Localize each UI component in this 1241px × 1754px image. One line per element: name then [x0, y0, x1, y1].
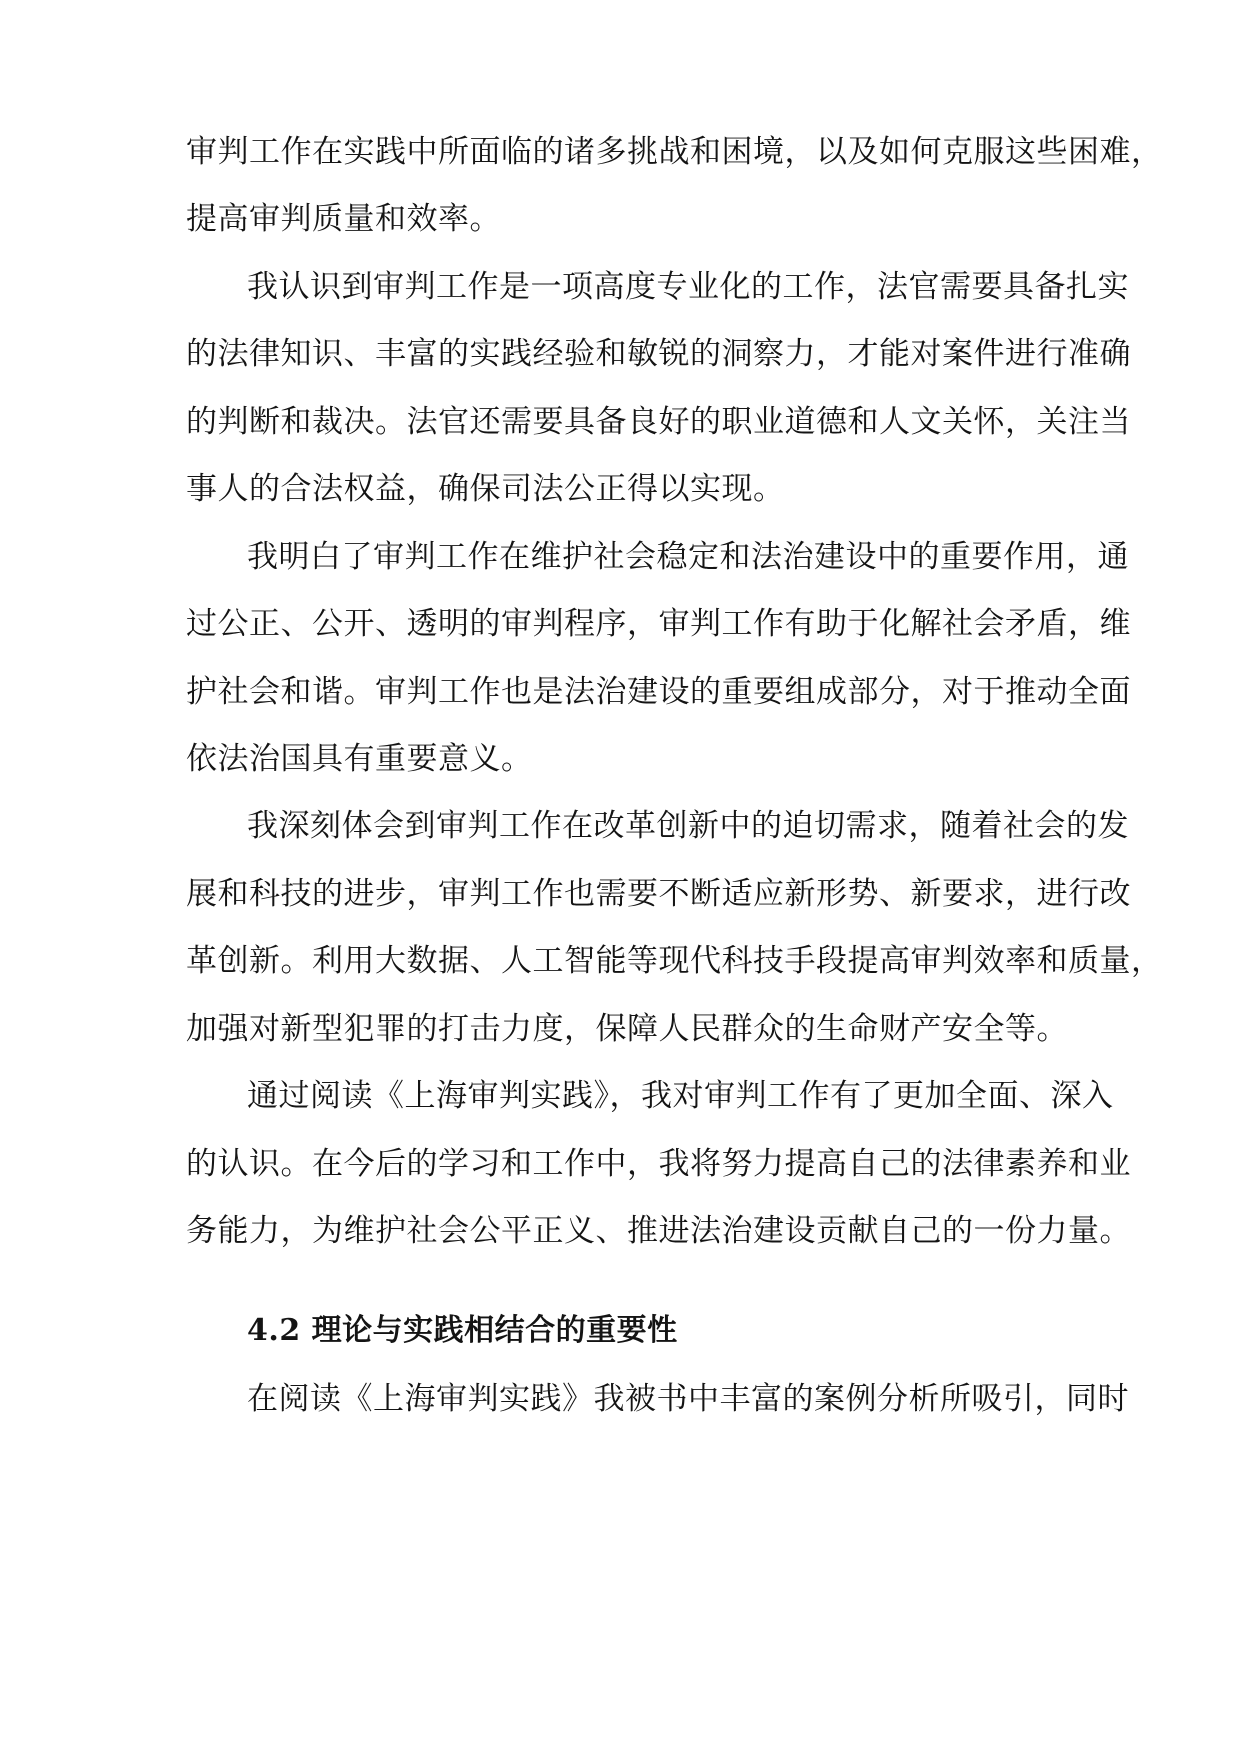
paragraph-5-line-3: 务能力，为维护社会公平正义、推进法治建设贡献自己的一份力量。 — [186, 1213, 1131, 1249]
paragraph-3-line-1: 我明白了审判工作在维护社会稳定和法治建设中的重要作用，通 — [247, 539, 1129, 575]
paragraph-5-line-1: 通过阅读《上海审判实践》，我对审判工作有了更加全面、深入 — [247, 1078, 1114, 1114]
paragraph-4-line-3: 革创新。利用大数据、人工智能等现代科技手段提高审判效率和质量， — [186, 943, 1163, 979]
paragraph-2-line-4: 事人的合法权益，确保司法公正得以实现。 — [186, 471, 785, 507]
section-heading: 4.2 理论与实践相结合的重要性 — [247, 1313, 678, 1348]
document-page — [186, 0, 1163, 1754]
paragraph-2-line-3: 的判断和裁决。法官还需要具备良好的职业道德和人文关怀，关注当 — [186, 404, 1131, 440]
paragraph-2-line-2: 的法律知识、丰富的实践经验和敏锐的洞察力，才能对案件进行准确 — [186, 336, 1131, 372]
paragraph-4-line-2: 展和科技的进步，审判工作也需要不断适应新形势、新要求，进行改 — [186, 876, 1131, 912]
paragraph-3-line-2: 过公正、公开、透明的审判程序，审判工作有助于化解社会矛盾，维 — [186, 606, 1131, 642]
paragraph-4-line-4: 加强对新型犯罪的打击力度，保障人民群众的生命财产安全等。 — [186, 1011, 1068, 1047]
paragraph-1-line-2: 提高审判质量和效率。 — [186, 201, 501, 237]
paragraph-4-line-1: 我深刻体会到审判工作在改革创新中的迫切需求，随着社会的发 — [247, 808, 1129, 844]
paragraph-1-line-1: 审判工作在实践中所面临的诸多挑战和困境，以及如何克服这些困难， — [186, 134, 1163, 170]
paragraph-5-line-2: 的认识。在今后的学习和工作中，我将努力提高自己的法律素养和业 — [186, 1146, 1131, 1182]
paragraph-3-line-4: 依法治国具有重要意义。 — [186, 741, 533, 777]
section-paragraph-line-1: 在阅读《上海审判实践》我被书中丰富的案例分析所吸引，同时 — [247, 1381, 1129, 1417]
paragraph-3-line-3: 护社会和谐。审判工作也是法治建设的重要组成部分，对于推动全面 — [186, 674, 1131, 710]
paragraph-2-line-1: 我认识到审判工作是一项高度专业化的工作，法官需要具备扎实 — [247, 269, 1129, 305]
